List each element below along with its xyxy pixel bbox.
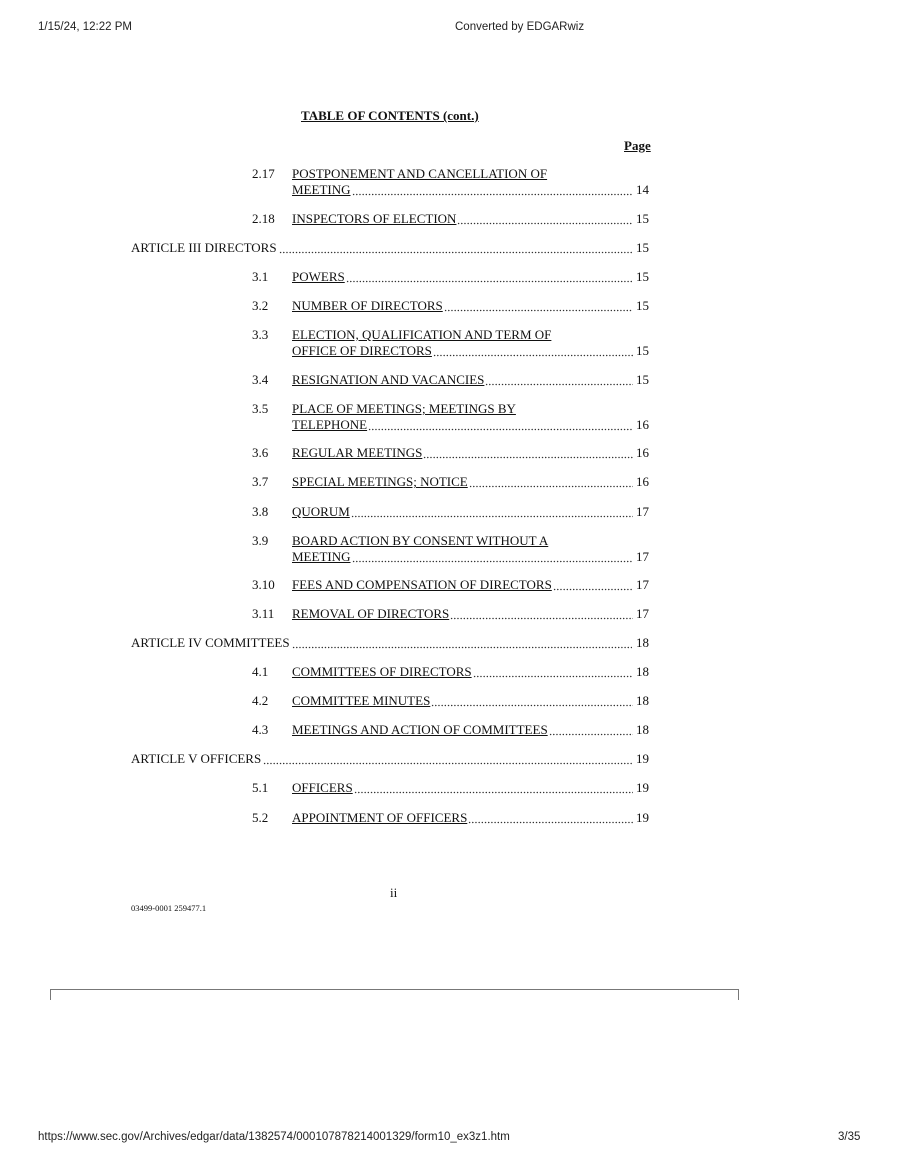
toc-section-number: 4.3	[252, 722, 269, 737]
dot-leader	[352, 182, 634, 198]
toc-page-number: 15	[636, 298, 649, 313]
toc-article-row	[131, 751, 649, 767]
toc-page-number: 16	[636, 417, 649, 432]
dot-leader	[368, 417, 633, 433]
toc-section-link[interactable]: REGULAR MEETINGS	[292, 445, 423, 460]
dot-leader	[292, 635, 632, 651]
toc-title-line	[292, 327, 649, 343]
toc-section-number: 5.2	[252, 810, 269, 825]
toc-article-title: ARTICLE III DIRECTORS	[131, 240, 277, 255]
toc-section-number: 4.2	[252, 693, 269, 708]
dot-leader	[351, 504, 633, 520]
toc-title-line	[292, 298, 649, 314]
toc-page-number: 15	[636, 269, 649, 284]
toc-page-number: 18	[636, 693, 649, 708]
toc-section-link[interactable]: MEETING	[292, 549, 351, 564]
toc-section-link[interactable]: MEETINGS AND ACTION OF COMMITTEES	[292, 722, 548, 737]
toc-section-number: 3.3	[252, 327, 269, 342]
toc-title-line	[292, 693, 649, 709]
toc-title-line	[292, 182, 649, 198]
print-datetime: 1/15/24, 12:22 PM	[38, 21, 132, 33]
toc-section-number: 4.1	[252, 664, 269, 679]
dot-leader	[468, 810, 633, 826]
toc-section-number: 3.5	[252, 401, 269, 416]
toc-page-number: 15	[636, 343, 649, 358]
toc-section-link[interactable]: COMMITTEE MINUTES	[292, 693, 431, 708]
toc-title-line	[292, 445, 649, 461]
toc-section-link[interactable]: REMOVAL OF DIRECTORS	[292, 606, 450, 621]
toc-page-number: 15	[636, 372, 649, 387]
page-frame	[50, 989, 739, 1000]
toc-title-line	[292, 577, 649, 593]
dot-leader	[553, 577, 633, 593]
page-column-label: Page	[624, 138, 651, 153]
page-count: 3/35	[838, 1131, 861, 1143]
toc-section-link[interactable]: SPECIAL MEETINGS; NOTICE	[292, 474, 468, 489]
toc-section-link[interactable]: POWERS	[292, 269, 345, 284]
dot-leader	[469, 474, 633, 490]
toc-section-number: 3.9	[252, 533, 269, 548]
toc-title-line	[292, 606, 649, 622]
toc-title-line	[292, 417, 649, 433]
toc-title-line	[292, 722, 649, 738]
toc-page-number: 15	[636, 211, 649, 226]
toc-section-link[interactable]: FEES AND COMPENSATION OF DIRECTORS	[292, 577, 552, 592]
toc-title-line	[292, 211, 649, 227]
toc-title-line	[292, 780, 649, 796]
toc-section-link[interactable]: MEETING	[292, 182, 351, 197]
toc-section-number: 3.10	[252, 577, 275, 592]
dot-leader	[354, 780, 633, 796]
toc-section-link[interactable]: PLACE OF MEETINGS; MEETINGS BY	[292, 401, 516, 416]
toc-section-number: 5.1	[252, 780, 269, 795]
toc-section-link[interactable]: NUMBER OF DIRECTORS	[292, 298, 443, 313]
toc-page-number: 19	[636, 751, 649, 766]
toc-page-number: 17	[636, 577, 649, 592]
source-url[interactable]: https://www.sec.gov/Archives/edgar/data/1382574/000107878214001329/form10_ex3z1.htm	[38, 1131, 510, 1143]
toc-section-number: 3.2	[252, 298, 269, 313]
toc-section-link[interactable]: ELECTION, QUALIFICATION AND TERM OF	[292, 327, 552, 342]
toc-section-number: 3.7	[252, 474, 269, 489]
toc-section-link[interactable]: OFFICERS	[292, 780, 353, 795]
dot-leader	[352, 549, 634, 565]
dot-leader	[263, 751, 632, 767]
toc-page-number: 18	[636, 664, 649, 679]
toc-article-row	[131, 240, 649, 256]
toc-page-number: 15	[636, 240, 649, 255]
dot-leader	[444, 298, 633, 314]
toc-page-number: 17	[636, 606, 649, 621]
dot-leader	[457, 211, 633, 227]
toc-title-line	[292, 343, 649, 359]
dot-leader	[450, 606, 633, 622]
toc-section-number: 3.4	[252, 372, 269, 387]
toc-title-line	[292, 549, 649, 565]
toc-page-number: 17	[636, 549, 649, 564]
toc-title-line	[292, 166, 649, 182]
toc-section-number: 3.1	[252, 269, 269, 284]
toc-section-link[interactable]: POSTPONEMENT AND CANCELLATION OF	[292, 166, 548, 181]
dot-leader	[279, 240, 632, 256]
toc-page-number: 19	[636, 780, 649, 795]
toc-section-number: 3.11	[252, 606, 275, 621]
toc-section-link[interactable]: TELEPHONE	[292, 417, 368, 432]
toc-page-number: 16	[636, 445, 649, 460]
toc-title: TABLE OF CONTENTS (cont.)	[301, 108, 479, 123]
toc-title-line	[292, 474, 649, 490]
toc-section-link[interactable]: BOARD ACTION BY CONSENT WITHOUT A	[292, 533, 549, 548]
dot-leader	[473, 664, 633, 680]
converter-label: Converted by EDGARwiz	[455, 21, 585, 33]
toc-title-line	[292, 401, 649, 417]
toc-page-number: 17	[636, 504, 649, 519]
toc-article-title: ARTICLE IV COMMITTEES	[131, 635, 290, 650]
toc-section-link[interactable]: QUORUM	[292, 504, 350, 519]
dot-leader	[549, 722, 633, 738]
toc-page-number: 14	[636, 182, 649, 197]
dot-leader	[433, 343, 633, 359]
toc-section-link[interactable]: APPOINTMENT OF OFFICERS	[292, 810, 468, 825]
toc-title-line	[292, 372, 649, 388]
toc-section-link[interactable]: RESIGNATION AND VACANCIES	[292, 372, 485, 387]
toc-section-link[interactable]: OFFICE OF DIRECTORS	[292, 343, 432, 358]
toc-title-line	[292, 504, 649, 520]
document-id: 03499-0001 259477.1	[131, 903, 207, 913]
toc-page-number: 18	[636, 722, 649, 737]
dot-leader	[346, 269, 633, 285]
dot-leader	[431, 693, 633, 709]
toc-page-number: 16	[636, 474, 649, 489]
toc-title-line	[292, 269, 649, 285]
dot-leader	[485, 372, 633, 388]
toc-title-line	[292, 533, 649, 549]
toc-section-link[interactable]: COMMITTEES OF DIRECTORS	[292, 664, 472, 679]
dot-leader	[423, 445, 633, 461]
toc-title-line	[292, 810, 649, 826]
toc-page-number: 18	[636, 635, 649, 650]
toc-page-number: 19	[636, 810, 649, 825]
toc-section-number: 3.6	[252, 445, 269, 460]
toc-article-title: ARTICLE V OFFICERS	[131, 751, 262, 766]
toc-section-number: 2.18	[252, 211, 275, 226]
toc-section-number: 3.8	[252, 504, 269, 519]
toc-title-line	[292, 664, 649, 680]
toc-article-row	[131, 635, 649, 651]
toc-section-link[interactable]: INSPECTORS OF ELECTION	[292, 211, 457, 226]
page-number: ii	[390, 885, 398, 900]
toc-section-number: 2.17	[252, 166, 275, 181]
